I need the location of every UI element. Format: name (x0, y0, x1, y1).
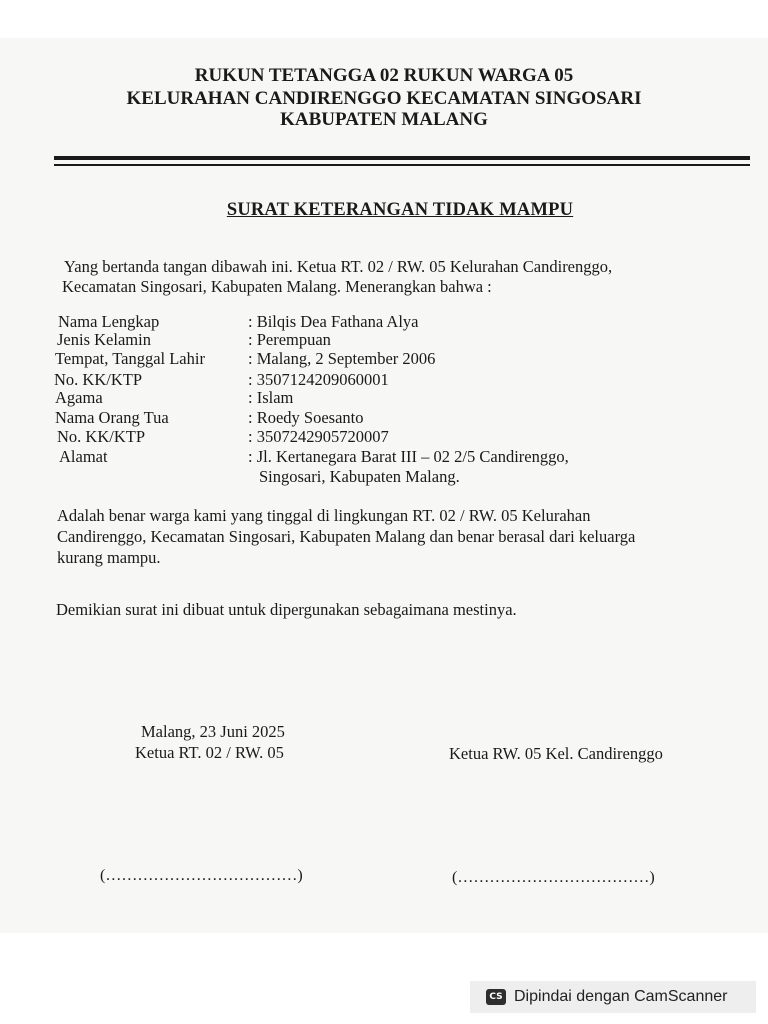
field-value: : Roedy Soesanto (248, 408, 364, 427)
document-title: SURAT KETERANGAN TIDAK MAMPU (226, 200, 574, 220)
statement-line: kurang mampu. (57, 548, 161, 567)
header-divider-thin (54, 164, 750, 166)
field-row (0, 330, 768, 350)
field-label: Tempat, Tanggal Lahir (55, 349, 205, 368)
signature-title-rt: Ketua RT. 02 / RW. 05 (135, 743, 284, 762)
field-label: No. KK/KTP (54, 370, 143, 389)
intro-paragraph (64, 257, 704, 297)
field-row (0, 447, 768, 467)
header-kabupaten: KABUPATEN MALANG (280, 109, 488, 130)
field-label: No. KK/KTP (57, 427, 146, 446)
field-label: Nama Orang Tua (55, 408, 169, 427)
field-row (0, 467, 768, 487)
field-row (0, 370, 768, 390)
signature-blank-rt: (………………………………) (100, 867, 303, 884)
header-divider-thick (54, 156, 750, 160)
field-label: Agama (55, 388, 103, 407)
statement-paragraph (57, 505, 717, 568)
intro-line: Yang bertanda tangan dibawah ini. Ketua RT. 02 / RW. 05 Kelurahan Candirenggo, (64, 257, 613, 276)
intro-line: Kecamatan Singosari, Kabupaten Malang. Menerangkan bahwa : (62, 277, 492, 296)
watermark-text: Dipindai dengan CamScanner (514, 988, 728, 1005)
closing-statement: Demikian surat ini dibuat untuk dipergunakan sebagaimana mestinya. (56, 600, 517, 619)
field-value: : 3507242905720007 (248, 427, 389, 446)
statement-line: Adalah benar warga kami yang tinggal di lingkungan RT. 02 / RW. 05 Kelurahan (57, 506, 591, 525)
header-kelurahan: KELURAHAN CANDIRENGGO KECAMATAN SINGOSARI (126, 88, 642, 109)
camscanner-icon: CS (486, 989, 506, 1005)
signature-place-date: Malang, 23 Juni 2025 (141, 722, 285, 741)
statement-line: Candirenggo, Kecamatan Singosari, Kabupaten Malang dan benar berasal dari keluarga (57, 527, 636, 546)
field-value: : Jl. Kertanegara Barat III – 02 2/5 Candirenggo, (248, 447, 569, 466)
field-row (0, 312, 768, 332)
field-label: Jenis Kelamin (57, 330, 151, 349)
field-value: : Bilqis Dea Fathana Alya (248, 312, 419, 331)
field-value: : Perempuan (248, 330, 331, 349)
camscanner-watermark (470, 981, 756, 1013)
field-row (0, 427, 768, 447)
signature-blank-rw: (………………………………) (452, 869, 655, 886)
header-rt-rw: RUKUN TETANGGA 02 RUKUN WARGA 05 (194, 65, 574, 86)
field-label: Alamat (59, 447, 108, 466)
field-label: Nama Lengkap (58, 312, 160, 331)
field-row (0, 408, 768, 428)
field-row (0, 388, 768, 408)
signature-title-rw: Ketua RW. 05 Kel. Candirenggo (449, 744, 663, 763)
field-value: : 3507124209060001 (248, 370, 389, 389)
field-row (0, 349, 768, 369)
field-value: : Islam (248, 388, 294, 407)
field-value-continuation: Singosari, Kabupaten Malang. (259, 467, 460, 486)
field-value: : Malang, 2 September 2006 (248, 349, 436, 368)
